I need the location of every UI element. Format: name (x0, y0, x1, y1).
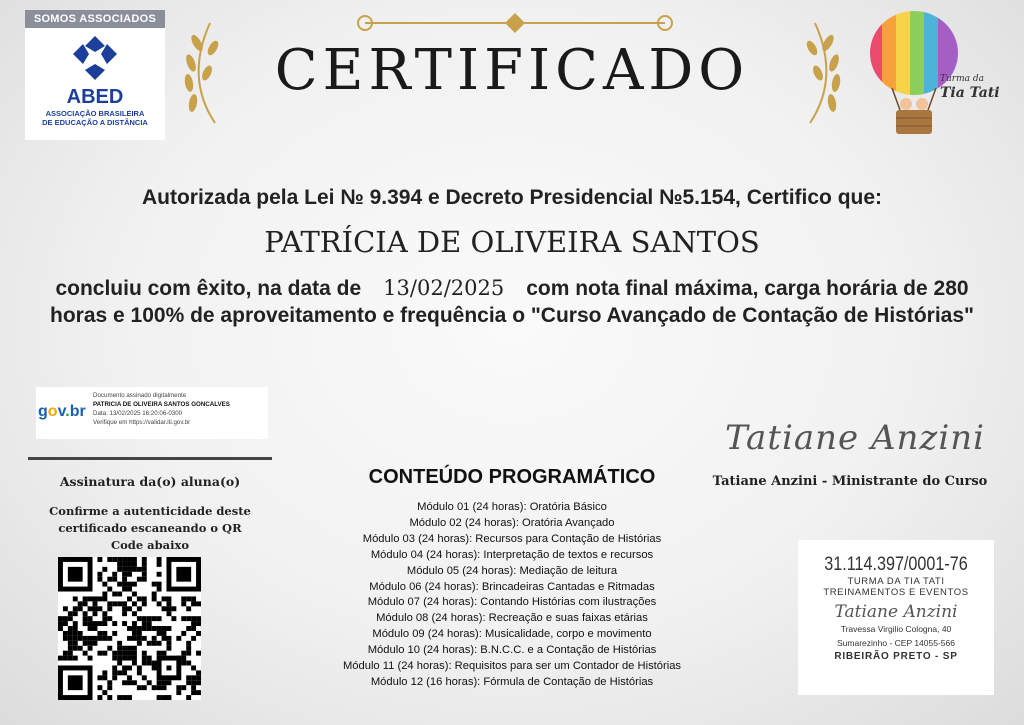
stamp-signature: Tatiane Anzini (834, 602, 958, 622)
module-item: Módulo 11 (24 horas): Requisitos para ser um Contador de Histórias (342, 660, 682, 673)
govbr-logo: gov.br (38, 403, 86, 420)
module-item: Módulo 06 (24 horas): Brincadeiras Cantadas e Ritmadas (369, 580, 655, 593)
stamp-cnpj: 31.114.397/0001-76 (824, 554, 968, 575)
module-item: Módulo 01 (24 horas): Oratória Básico (417, 501, 607, 513)
govbr-signer: PATRICIA DE OLIVEIRA SANTOS GONCALVES (93, 401, 230, 408)
module-item: Módulo 02 (24 horas): Oratória Avançado (409, 516, 615, 529)
module-item: Módulo 03 (24 horas): Recursos para Contação de Histórias (362, 532, 662, 545)
student-signature-label: Assinatura da(o) aluna(o) (59, 474, 241, 489)
qr-instructions-line-2: certificado escaneando o QR (58, 521, 242, 535)
module-item: Módulo 12 (16 horas): Fórmula de Contação de Histórias (370, 675, 654, 688)
abed-desc-2: DE EDUCAÇÃO A DISTÂNCIA (42, 118, 148, 127)
module-item: Módulo 07 (24 horas): Contando Histórias com ilustrações (367, 596, 657, 609)
brand-line-2: Tia Tati (940, 85, 1000, 101)
module-item: Módulo 04 (24 horas): Interpretação de textos e recursos (370, 548, 654, 561)
govbr-line-1: Documento assinado digitalmente (93, 392, 187, 399)
module-item: Módulo 05 (24 horas): Mediação de leitura (406, 564, 618, 577)
completion-text (40, 275, 984, 329)
module-item: Módulo 08 (24 horas): Recreação e suas faixas etárias (376, 612, 648, 625)
stamp-address-1: Travessa Virgilio Cologna, 40 (840, 624, 952, 634)
completion-date: 13/02/2025 (383, 276, 505, 300)
tia-tati-logo (862, 8, 1002, 143)
student-name: PATRÍCIA DE OLIVEIRA SANTOS (264, 225, 760, 259)
qr-code[interactable] (58, 557, 201, 700)
qr-instructions-line-1: Confirme a autenticidade deste (49, 504, 251, 518)
abed-desc-1: ASSOCIAÇÃO BRASILEIRA (45, 109, 145, 118)
stamp-line-1: TURMA DA TIA TATI (847, 576, 945, 587)
abed-emblem-icon (65, 32, 125, 84)
completion-text-part2: com nota final máxima, carga horária de 280 horas e 100% de aproveitamento e frequência o "Curso Avançado de Contação de Histórias" (50, 277, 974, 327)
signature-line (28, 457, 272, 460)
module-item: Módulo 10 (24 horas): B.N.C.C. e a Contação de Histórias (367, 644, 657, 657)
govbr-date: Data: 13/02/2025 16:20:06-0300 (93, 410, 183, 417)
abed-name: ABED (66, 86, 124, 108)
abed-header: SOMOS ASSOCIADOS (25, 10, 165, 28)
qr-instructions-line-3: Code abaixo (110, 538, 190, 552)
qr-code-icon (58, 557, 201, 700)
stamp-line-2: TREINAMENTOS E EVENTOS (823, 587, 969, 598)
company-stamp (798, 540, 994, 695)
govbr-signature-stamp (36, 387, 268, 439)
module-item: Módulo 09 (24 horas): Musicalidade, corpo e movimento (372, 628, 652, 641)
module-list (270, 500, 754, 691)
content-title: CONTEÚDO PROGRAMÁTICO (368, 466, 656, 488)
authorization-text: Autorizada pela Lei № 9.394 e Decreto Presidencial №5.154, Certifico que: (141, 186, 883, 209)
stamp-address-2: Sumarezinho - CEP 14055-566 (837, 638, 955, 648)
abed-logo (25, 10, 165, 140)
govbr-details (93, 391, 230, 427)
govbr-verify-url: Verifique em https://validar.iti.gov.br (93, 419, 191, 426)
instructor-signature: Tatiane Anzini (725, 418, 985, 458)
completion-text-part1: concluiu com êxito, na data de (55, 277, 362, 300)
qr-instructions (28, 503, 272, 554)
certificate-title: CERTIFICADO (274, 38, 750, 103)
stamp-city: RIBEIRÃO PRETO - SP (834, 651, 958, 662)
instructor-caption: Tatiane Anzini - Ministrante do Curso (712, 474, 988, 489)
brand-line-1: Turma da (940, 74, 984, 84)
gold-ornament-icon (345, 8, 685, 38)
